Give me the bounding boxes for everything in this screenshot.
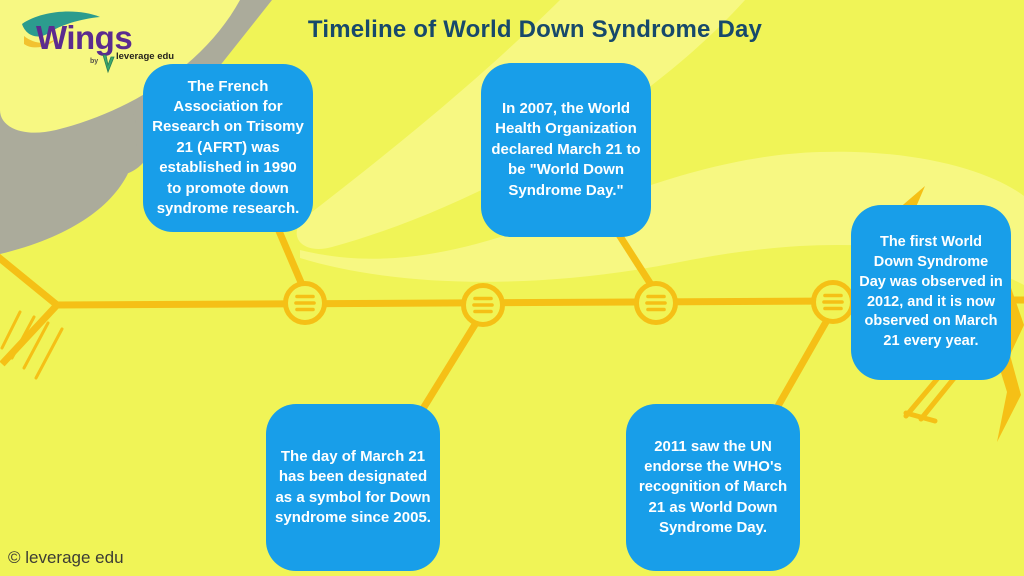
timeline-node-icon: [814, 283, 853, 322]
pencil-icon: [102, 54, 116, 74]
event-card-text: The day of March 21 has been designated as a symbol for Down syndrome since 2005.: [275, 447, 431, 526]
logo-by-text: by: [90, 58, 99, 65]
wings-logo: [20, 8, 175, 83]
logo-brand-text: Wings: [36, 19, 133, 56]
event-card-1990: [143, 64, 313, 232]
event-card-text: 2011 saw the UN endorse the WHO's recognition of March 21 as World Down Syndrome Day.: [638, 437, 788, 537]
timeline-start-upper: [0, 256, 57, 305]
timeline-node-icon: [464, 286, 503, 325]
event-card-2005: [266, 404, 440, 571]
event-card-text: The French Association for Research on Trisomy 21 (AFRT) was established in 1990 to promote down syndrome research.: [152, 77, 304, 217]
timeline-node-icon: [286, 284, 325, 323]
connector-2005: [416, 310, 484, 420]
event-card-2007: [481, 63, 651, 237]
logo-subbrand-text: leverage edu: [116, 51, 175, 62]
timeline-start-feathers: [2, 312, 62, 378]
timeline-node-icon: [637, 284, 676, 323]
event-card-text: The first World Down Syndrome Day was observed in 2012, and it is now observed on March 21 every year.: [859, 234, 1003, 349]
event-card-text: In 2007, the World Health Organization declared March 21 to be "World Down Syndrome Day.": [491, 100, 641, 199]
event-card-2011: [626, 404, 800, 571]
page-title: Timeline of World Down Syndrome Day: [307, 16, 763, 43]
event-card-2012: [851, 205, 1011, 380]
copyright-text: © leverage edu: [8, 548, 124, 567]
